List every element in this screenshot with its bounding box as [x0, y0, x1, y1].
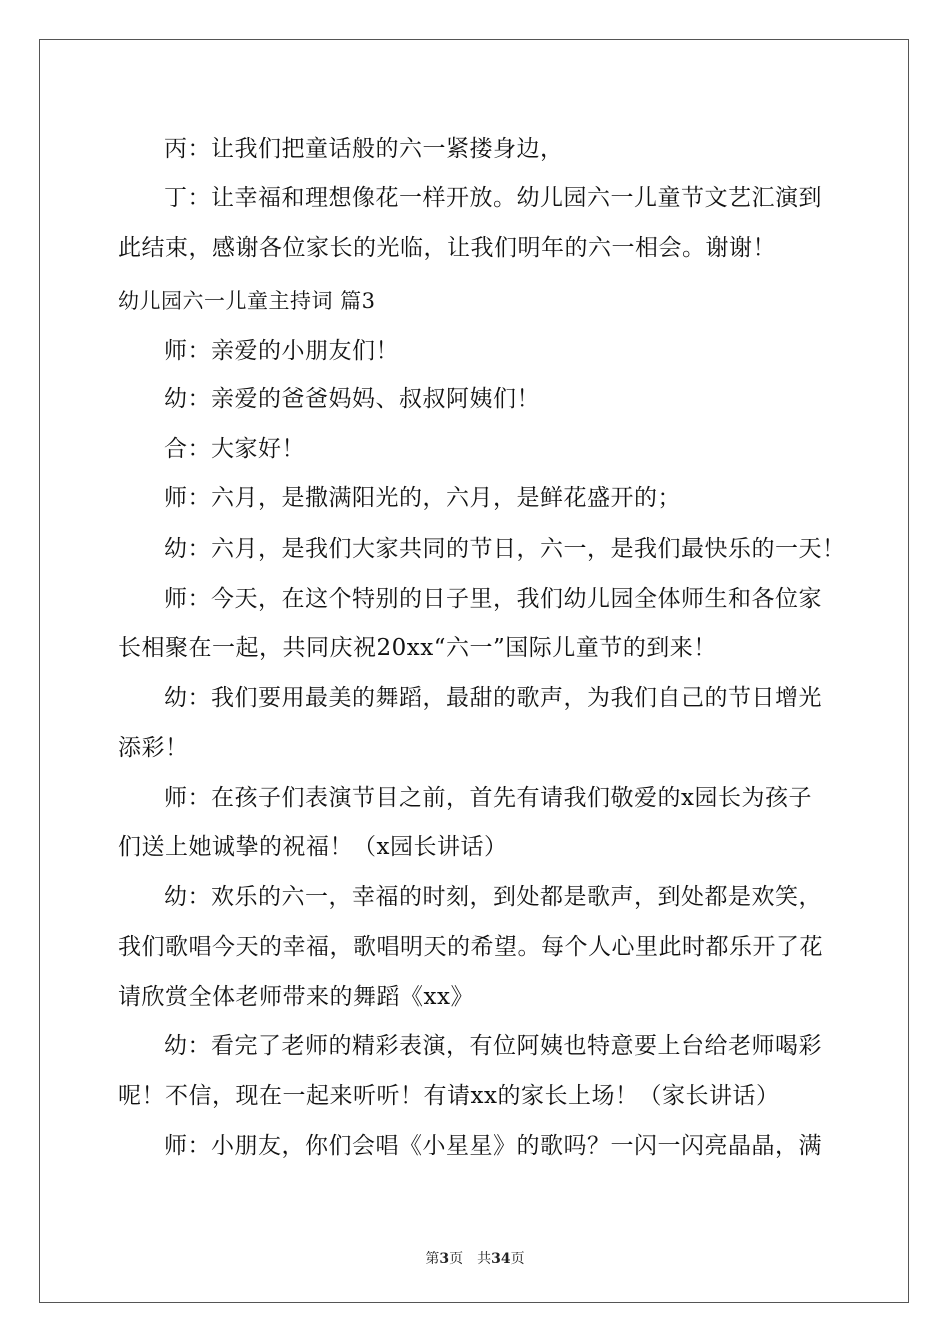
text-line: 师：小朋友，你们会唱《小星星》的歌吗？一闪一闪亮晶晶，满	[164, 1133, 822, 1159]
text-line: 此结束，感谢各位家长的光临，让我们明年的六一相会。谢谢！	[118, 235, 776, 261]
page-prefix: 第	[425, 1251, 440, 1267]
total-page-count: 34	[491, 1251, 511, 1267]
page-suffix: 页	[449, 1251, 464, 1267]
page-border	[39, 39, 909, 1303]
text-line: 师：六月，是撒满阳光的，六月，是鲜花盛开的；	[164, 485, 681, 511]
text-line: 幼：我们要用最美的舞蹈，最甜的歌声，为我们自己的节日增光	[164, 685, 822, 711]
page-footer	[0, 1248, 950, 1268]
total-prefix: 共	[477, 1251, 492, 1267]
text-line: 合：大家好！	[164, 436, 305, 462]
text-line: 丙：让我们把童话般的六一紧搂身边，	[164, 136, 564, 162]
text-line: 呢！不信，现在一起来听听！有请xx的家长上场！（家长讲话）	[118, 1083, 780, 1109]
text-line: 幼：看完了老师的精彩表演，有位阿姨也特意要上台给老师喝彩	[164, 1033, 822, 1059]
text-line: 添彩！	[118, 735, 189, 761]
text-line: 长相聚在一起，共同庆祝20xx“六一”国际儿童节的到来！	[118, 635, 717, 661]
text-line: 们送上她诚挚的祝福！（x园长讲话）	[118, 834, 508, 860]
total-suffix: 页	[510, 1251, 525, 1267]
text-line: 丁：让幸福和理想像花一样开放。幼儿园六一儿童节文艺汇演到	[164, 185, 822, 211]
text-line: 幼：欢乐的六一，幸福的时刻，到处都是歌声，到处都是欢笑，	[164, 884, 822, 910]
text-line: 幼：六月，是我们大家共同的节日，六一，是我们最快乐的一天！	[164, 536, 846, 562]
text-line: 师：亲爱的小朋友们！	[164, 338, 399, 364]
section-heading: 幼儿园六一儿童主持词 篇3	[118, 289, 376, 313]
text-line: 幼：亲爱的爸爸妈妈、叔叔阿姨们！	[164, 386, 540, 412]
text-line: 请欣赏全体老师带来的舞蹈《xx》	[118, 984, 474, 1010]
current-page-number: 3	[439, 1251, 450, 1267]
text-line: 师：今天，在这个特别的日子里，我们幼儿园全体师生和各位家	[164, 586, 822, 612]
text-line: 我们歌唱今天的幸福，歌唱明天的希望。每个人心里此时都乐开了花	[118, 934, 823, 960]
text-line: 师：在孩子们表演节目之前，首先有请我们敬爱的x园长为孩子	[164, 785, 812, 811]
